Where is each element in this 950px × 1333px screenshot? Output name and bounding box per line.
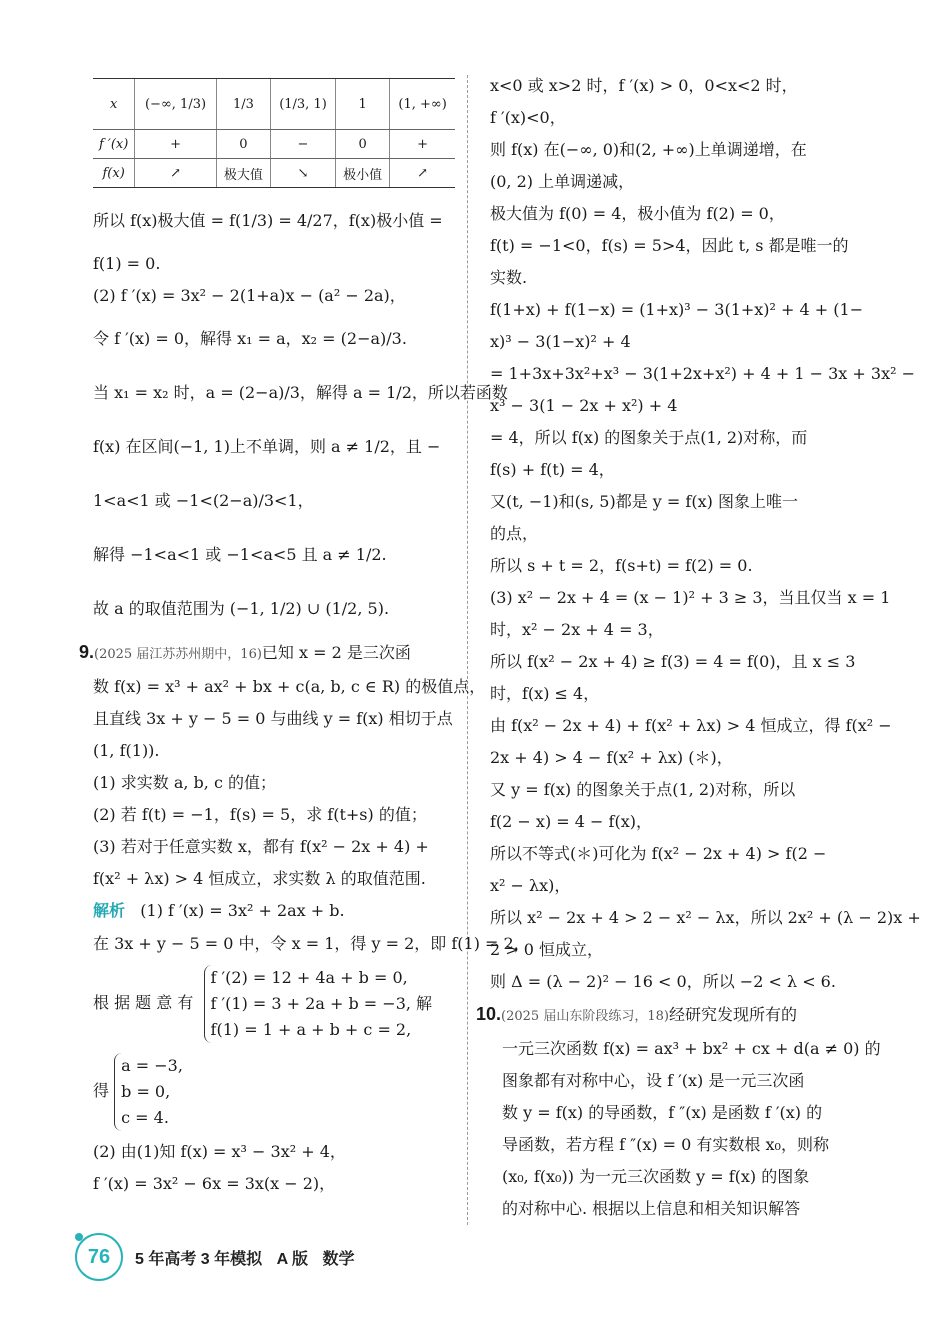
text-line: 的对称中心. 根据以上信息和相关知识解答: [502, 1199, 801, 1218]
text-line: (3) 若对于任意实数 x，都有 f(x² − 2x + 4) +: [93, 837, 429, 856]
text-line: 已知 x = 2 是三次函: [261, 643, 411, 662]
table-cell: 1: [335, 79, 389, 130]
text-line: 所以 x² − 2x + 4 > 2 − x² − λx，所以 2x² + (λ − 2)x +: [490, 908, 921, 927]
table-cell: x: [93, 79, 135, 130]
question-number: 10.: [476, 1004, 502, 1024]
equation: f ′(2) = 12 + 4a + b = 0,: [210, 967, 408, 987]
table-cell: (1, +∞): [390, 79, 455, 130]
dot-icon: [75, 1233, 83, 1241]
question-number: 9.: [79, 642, 95, 662]
text-line: x)³ − 3(1−x)² + 4: [490, 332, 631, 351]
table-cell: ↘: [271, 159, 336, 188]
text-line: f ′(x) = 3x² − 6x = 3x(x − 2)，: [93, 1174, 336, 1193]
book-subject: 数学: [322, 1250, 355, 1268]
text-line: 极大值为 f(0) = 4，极小值为 f(2) = 0，: [490, 204, 785, 223]
table-cell: ↗: [135, 159, 216, 188]
equation: f(1) = 1 + a + b + c = 2,: [210, 1019, 412, 1039]
text-line: 图象都有对称中心，设 f ′(x) 是一元三次函: [502, 1071, 805, 1090]
text-line: (2) f ′(x) = 3x² − 2(1+a)x − (a² − 2a)，: [93, 286, 406, 305]
text-line: f(1) = 0.: [93, 254, 161, 273]
text-line: f(x) 在区间(−1, 1)上不单调，则 a ≠ 1/2，且 −: [93, 437, 441, 456]
text-line: 时，x² − 2x + 4 = 3，: [490, 620, 664, 639]
text-line: f(s) + f(t) = 4，: [490, 460, 615, 479]
solution-line: [93, 895, 455, 928]
text-line: 所以不等式(＊)可化为 f(x² − 2x + 4) > f(2 −: [490, 844, 827, 863]
table-cell: 极大值: [216, 159, 270, 188]
table-row: [93, 159, 455, 188]
text-line: 2 > 0 恒成立，: [490, 940, 604, 959]
text-line: 时，f(x) ≤ 4，: [490, 684, 600, 703]
text-line: x² − λx)，: [490, 876, 571, 895]
text-line: 根 据 题 意 有: [93, 993, 194, 1012]
question-source: (2025 届山东阶段练习，18): [501, 1009, 669, 1024]
column-divider: [467, 75, 468, 1225]
table-row: [93, 130, 455, 159]
text-line: 1<a<1 或 −1<(2−a)/3<1，: [93, 491, 314, 510]
text-line: 2x + 4) > 4 − f(x² + λx) (＊)，: [490, 748, 733, 767]
text-line: = 4，所以 f(x) 的图象关于点(1, 2)对称，而: [490, 428, 808, 447]
table-cell: 极小值: [335, 159, 389, 188]
text-line: 数 y = f(x) 的导函数，f ″(x) 是函数 f ′(x) 的: [502, 1103, 823, 1122]
page-number: 76: [87, 1245, 111, 1268]
text-line: 由 f(x² − 2x + 4) + f(x² + λx) > 4 恒成立，得 f(x² −: [490, 716, 892, 735]
equation: c = 4.: [121, 1107, 169, 1127]
text-line: 导函数，若方程 f ″(x) = 0 有实数根 x₀，则称: [502, 1135, 829, 1154]
question-10-header: [476, 998, 858, 1033]
text-line: x<0 或 x>2 时，f ′(x) > 0，0<x<2 时，: [490, 76, 798, 95]
table-cell: f ′(x): [93, 130, 135, 159]
table-cell: 0: [335, 130, 389, 159]
text-line: (0, 2) 上单调递减，: [490, 172, 635, 191]
text-line: 故 a 的取值范围为 (−1, 1/2) ∪ (1/2, 5).: [93, 599, 390, 618]
text-line: 又 y = f(x) 的图象关于点(1, 2)对称，所以: [490, 780, 796, 799]
text-line: 则 Δ = (λ − 2)² − 16 < 0，所以 −2 < λ < 6.: [490, 972, 836, 991]
text-line: f ′(x)<0，: [490, 108, 566, 127]
book-edition: A 版: [276, 1250, 309, 1268]
text-line: (2) 若 f(t) = −1，f(s) = 5，求 f(t+s) 的值；: [93, 805, 427, 824]
text-line: 解得 −1<a<1 或 −1<a<5 且 a ≠ 1/2.: [93, 545, 387, 564]
text-line: 数 f(x) = x³ + ax² + bx + c(a, b, c ∈ R) 的极值点，: [93, 677, 486, 696]
text-line: 又(t, −1)和(s, 5)都是 y = f(x) 图象上唯一: [490, 492, 798, 511]
text-line: 在 3x + y − 5 = 0 中，令 x = 1，得 y = 2，即 f(1) = 2，: [93, 934, 530, 953]
table-header-row: [93, 79, 455, 130]
table-cell: (−∞, 1/3): [135, 79, 216, 130]
table-cell: 0: [216, 130, 270, 159]
text-line: 得: [93, 1081, 110, 1100]
table-cell: f(x): [93, 159, 135, 188]
equation-system-2: [93, 1046, 455, 1136]
page-number-badge: [75, 1233, 123, 1281]
table-cell: +: [390, 130, 455, 159]
equation: b = 0,: [121, 1081, 171, 1101]
text-line: 一元三次函数 f(x) = ax³ + bx² + cx + d(a ≠ 0) 的: [502, 1039, 881, 1058]
text-line: 所以 f(x)极大值 = f(1/3) = 4/27，f(x)极小值 =: [93, 211, 443, 230]
question-9-header: [79, 636, 455, 671]
variation-table: [93, 78, 455, 188]
page-footer: [75, 1232, 364, 1282]
text-line: = 1+3x+3x²+x³ − 3(1+2x+x²) + 4 + 1 − 3x + 3x² −: [490, 364, 916, 383]
table-cell: +: [135, 130, 216, 159]
table-cell: −: [271, 130, 336, 159]
text-line: (1) f ′(x) = 3x² + 2ax + b.: [140, 901, 345, 920]
equation: a = −3,: [121, 1055, 183, 1075]
text-line: 的点，: [490, 524, 539, 543]
text-line: (2) 由(1)知 f(x) = x³ − 3x² + 4，: [93, 1142, 346, 1161]
brace-system: [114, 1053, 183, 1131]
text-line: (3) x² − 2x + 4 = (x − 1)² + 3 ≥ 3，当且仅当 x = 1: [490, 588, 891, 607]
equation-system-1: [93, 960, 455, 1046]
text-line: f(x² + λx) > 4 恒成立，求实数 λ 的取值范围.: [93, 869, 426, 888]
text-line: f(1+x) + f(1−x) = (1+x)³ − 3(1+x)² + 4 + (1−: [490, 300, 864, 319]
text-line: 经研究发现所有的: [668, 1005, 797, 1024]
text-line: (x₀, f(x₀)) 为一元三次函数 y = f(x) 的图象: [502, 1167, 810, 1186]
table-cell: (1/3, 1): [271, 79, 336, 130]
right-column: [476, 70, 921, 1225]
text-line: 所以 s + t = 2，f(s+t) = f(2) = 0.: [490, 556, 753, 575]
table-cell: ↗: [390, 159, 455, 188]
text-line: f(2 − x) = 4 − f(x)，: [490, 812, 652, 831]
text-line: 所以 f(x² − 2x + 4) ≥ f(3) = 4 = f(0)，且 x ≤ 3: [490, 652, 856, 671]
text-line: 令 f ′(x) = 0，解得 x₁ = a，x₂ = (2−a)/3.: [93, 329, 407, 348]
text-line: 则 f(x) 在(−∞, 0)和(2, +∞)上单调递增，在: [490, 140, 807, 159]
table-cell: 1/3: [216, 79, 270, 130]
text-line: 且直线 3x + y − 5 = 0 与曲线 y = f(x) 相切于点: [93, 709, 453, 728]
jiexi-label: 解析: [93, 903, 126, 920]
text-line: 实数.: [490, 268, 528, 287]
text-line: (1) 求实数 a, b, c 的值；: [93, 773, 277, 792]
equation: f ′(1) = 3 + 2a + b = −3, 解: [210, 993, 433, 1013]
text-line: 当 x₁ = x₂ 时，a = (2−a)/3，解得 a = 1/2，所以若函数: [93, 383, 508, 402]
text-line: (1, f(1)).: [93, 741, 160, 760]
brace-system: [204, 965, 433, 1043]
text-line: f(t) = −1<0，f(s) = 5>4，因此 t, s 都是唯一的: [490, 236, 849, 255]
book-name: 5 年高考 3 年模拟: [135, 1250, 263, 1268]
question-source: (2025 届江苏苏州期中，16): [94, 647, 262, 662]
book-title: [135, 1246, 364, 1269]
text-line: x³ − 3(1 − 2x + x²) + 4: [490, 396, 678, 415]
